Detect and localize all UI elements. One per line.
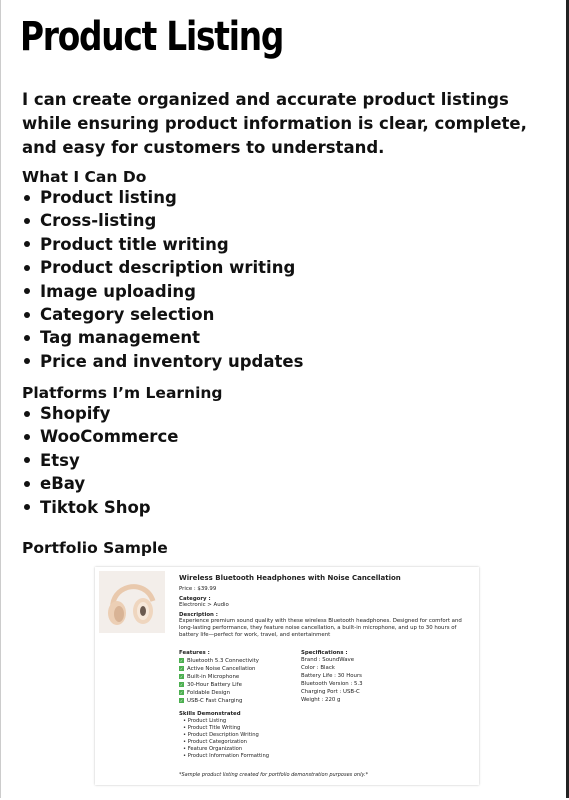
list-item: eBay	[22, 472, 178, 495]
description-label: Description :	[179, 612, 218, 618]
feature-item: ✓ Bluetooth 5.3 Connectivity	[179, 657, 259, 664]
list-item: Tiktok Shop	[22, 496, 178, 519]
spec-item: Bluetooth Version : 5.3	[301, 681, 363, 687]
bullet-icon	[24, 241, 30, 247]
skills-label: Skills Demonstrated	[179, 711, 241, 717]
what-i-can-do-heading: What I Can Do	[22, 168, 147, 186]
product-price: Price : $39.99	[179, 586, 217, 592]
list-item: Category selection	[22, 303, 303, 326]
feature-item: ✓ USB-C Fast Charging	[179, 697, 243, 704]
skill-item: • Feature Organization	[183, 746, 243, 752]
spec-item: Brand : SoundWave	[301, 657, 355, 663]
features-label: Features :	[179, 650, 210, 656]
skill-item: • Product Information Formatting	[183, 753, 270, 759]
bullet-icon	[24, 288, 30, 294]
skill-item: • Product Listing	[183, 718, 227, 724]
bullet-icon	[24, 265, 30, 271]
checkbox-icon: ✓	[179, 666, 184, 672]
skill-item: • Product Description Writing	[183, 732, 259, 738]
bullet-icon	[24, 312, 30, 318]
bullet-icon	[24, 481, 30, 487]
list-item: Cross-listing	[22, 209, 303, 232]
bullet-icon	[24, 411, 30, 417]
skills-list	[22, 186, 303, 373]
bullet-icon	[24, 504, 30, 510]
platforms-list	[22, 402, 178, 519]
intro-paragraph: I can create organized and accurate product listings while ensuring product information is clear, complete, and easy for customers to understand.	[22, 90, 527, 157]
skill-item: • Product Title Writing	[183, 725, 241, 731]
portfolio-sample-card	[95, 567, 479, 785]
spec-item: Battery Life : 30 Hours	[301, 673, 362, 679]
specs-label: Specifications :	[301, 650, 348, 656]
bullet-icon	[24, 218, 30, 224]
list-item: Price and inventory updates	[22, 350, 303, 373]
portfolio-heading: Portfolio Sample	[22, 539, 168, 557]
page-title: Product Listing	[20, 14, 284, 60]
checkbox-icon: ✓	[179, 658, 184, 664]
checkbox-icon: ✓	[179, 674, 184, 680]
feature-item: ✓ Built-in Microphone	[179, 673, 240, 680]
checkbox-icon: ✓	[179, 698, 184, 704]
bullet-icon	[24, 335, 30, 341]
checkbox-icon: ✓	[179, 682, 184, 688]
spec-item: Charging Port : USB-C	[301, 689, 360, 695]
list-item: Image uploading	[22, 280, 303, 303]
list-item: Shopify	[22, 402, 178, 425]
bullet-icon	[24, 457, 30, 463]
spec-item: Weight : 220 g	[301, 697, 341, 703]
list-item: Product title writing	[22, 233, 303, 256]
list-item: Product listing	[22, 186, 303, 209]
bullet-icon	[24, 434, 30, 440]
product-description: Experience premium sound quality with these wireless Bluetooth headphones. Designed for comfort and long-lasting performance, they feature noise cancellation, a built-in microphone, and up to 30 hours of battery life—perfect for work, travel, and entertainment	[179, 618, 462, 638]
list-item: Product description writing	[22, 256, 303, 279]
feature-item: ✓ 30-Hour Battery Life	[179, 681, 242, 688]
disclaimer-note: *Sample product listing created for portfolio demonstration purposes only.*	[179, 772, 369, 778]
list-item: WooCommerce	[22, 425, 178, 448]
bullet-icon	[24, 358, 30, 364]
spec-item: Color : Black	[301, 665, 335, 671]
feature-item: ✓ Active Noise Cancellation	[179, 665, 256, 672]
list-item: Tag management	[22, 326, 303, 349]
category-label: Category :	[179, 596, 211, 602]
checkbox-icon: ✓	[179, 690, 184, 696]
platforms-heading: Platforms I’m Learning	[22, 384, 223, 402]
product-title: Wireless Bluetooth Headphones with Noise Cancellation	[179, 574, 401, 582]
feature-item: ✓ Foldable Design	[179, 689, 230, 696]
category-value: Electronic > Audio	[179, 602, 229, 608]
headphones-image	[99, 571, 165, 633]
list-item: Etsy	[22, 449, 178, 472]
bullet-icon	[24, 195, 30, 201]
skill-item: • Product Categorization	[183, 739, 247, 745]
